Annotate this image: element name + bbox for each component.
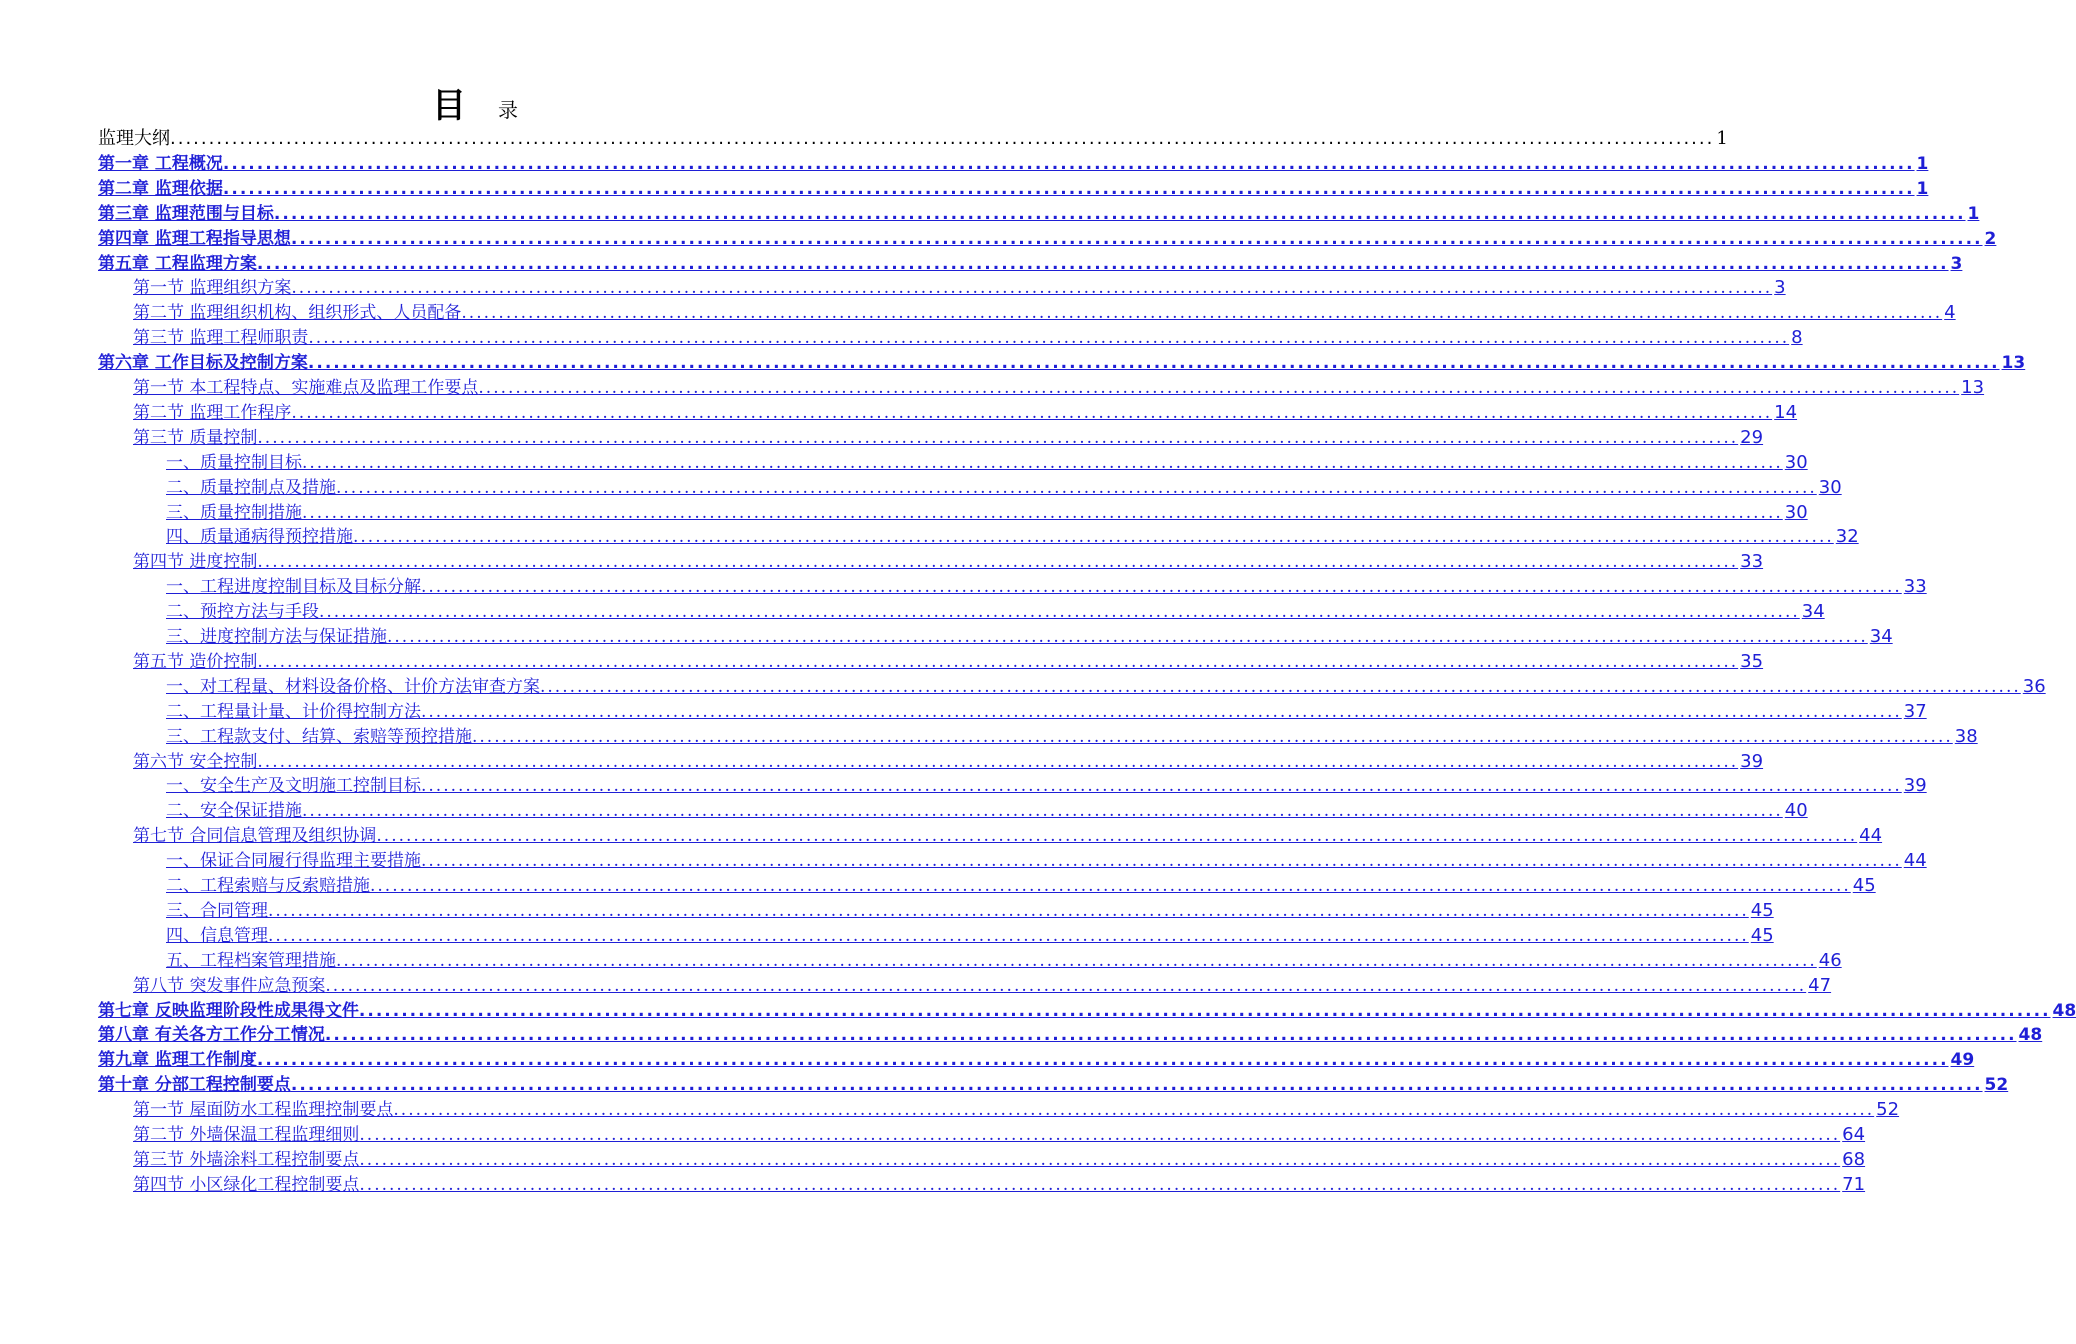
toc-entry[interactable] — [166, 499, 1808, 524]
toc-entry-title: 三、质量控制措施 — [166, 502, 302, 523]
toc-leader-dots: ........................................................................................................................................................................................................ — [336, 950, 1817, 971]
toc-title — [0, 78, 950, 127]
toc-entry-page-number: 8 — [1791, 327, 1803, 349]
toc-leader-dots: ........................................................................................................................................................................................................ — [273, 203, 1966, 224]
toc-entry-title: 第四章 监理工程指导思想 — [98, 228, 291, 249]
toc-leader-dots: ........................................................................................................................................................................................................ — [359, 1174, 1841, 1195]
toc-entry-page-number: 1 — [1916, 153, 1929, 174]
toc-entry-title: 一、保证合同履行得监理主要措施 — [166, 851, 421, 872]
toc-entry[interactable] — [166, 573, 1927, 598]
toc-entry[interactable] — [133, 1121, 1866, 1146]
toc-leader-dots: ........................................................................................................................................................................................................ — [290, 228, 1983, 249]
toc-entry[interactable] — [133, 399, 1798, 424]
toc-entry[interactable] — [166, 598, 1825, 623]
toc-entry-title: 第一节 本工程特点、实施难点及监理工作要点 — [133, 378, 479, 398]
toc-entry-title: 第二节 监理组织机构、组织形式、人员配备 — [133, 303, 462, 324]
toc-entry[interactable] — [166, 847, 1927, 872]
toc-leader-dots: ........................................................................................................................................................................................................ — [421, 577, 1902, 598]
toc-entry-title: 第六节 安全控制 — [133, 751, 258, 772]
toc-entry-title: 第三章 监理范围与目标 — [98, 203, 274, 224]
toc-entry[interactable] — [98, 1021, 2043, 1046]
toc-entry-page-number: 30 — [1818, 476, 1842, 498]
toc-entry-page-number: 35 — [1740, 650, 1764, 672]
toc-entry-title: 三、合同管理 — [166, 900, 268, 921]
toc-entry-page-number: 3 — [1950, 253, 1963, 274]
toc-entry-title: 第七章 反映监理阶段性成果得文件 — [98, 1000, 359, 1021]
toc-entry[interactable] — [98, 1046, 1975, 1071]
toc-entry-title: 第二节 监理工作程序 — [133, 402, 292, 423]
toc-entry[interactable] — [166, 723, 1978, 748]
toc-leader-dots: ........................................................................................................................................................................................................ — [358, 1000, 2051, 1021]
toc-title-main: 目 — [432, 86, 466, 126]
toc-entry[interactable] — [98, 250, 1963, 275]
toc-entry[interactable] — [98, 349, 2026, 374]
toc-leader-dots: ........................................................................................................................................................................................................ — [308, 328, 1790, 349]
toc-entry-title: 第二章 监理依据 — [98, 178, 223, 199]
toc-leader-dots: ........................................................................................................................................................................................................ — [421, 701, 1902, 722]
toc-entry-page-number: 44 — [1859, 825, 1883, 847]
toc-entry[interactable] — [133, 972, 1832, 997]
toc-entry-title: 第一节 监理组织方案 — [133, 278, 292, 299]
toc-leader-dots: ........................................................................................................................................................................................................ — [359, 1125, 1841, 1145]
toc-entry-title: 四、信息管理 — [166, 925, 268, 946]
toc-entry-title: 二、安全保证措施 — [166, 801, 302, 822]
toc-entry-page-number: 1 — [1916, 178, 1929, 199]
toc-leader-dots: ........................................................................................................................................................................................................ — [256, 1050, 1949, 1071]
toc-entry-page-number: 47 — [1808, 974, 1832, 996]
toc-entry-page-number: 32 — [1835, 526, 1859, 548]
toc-leader-dots: ........................................................................................................................................................................................................ — [421, 776, 1902, 797]
toc-entry[interactable] — [166, 523, 1859, 548]
toc-entry-page-number: 40 — [1784, 800, 1808, 822]
toc-entry[interactable] — [166, 623, 1893, 648]
toc-entry-title: 第八章 有关各方工作分工情况 — [98, 1025, 325, 1046]
toc-entry-page-number: 49 — [1950, 1050, 1975, 1071]
toc-leader-dots: ........................................................................................................................................................................................................ — [421, 851, 1902, 872]
toc-leader-dots: ........................................................................................................................................................................................................ — [324, 1025, 2017, 1046]
toc-entry-page-number: 48 — [2018, 1025, 2043, 1046]
toc-entry-title: 第三节 监理工程师职责 — [133, 328, 309, 349]
toc-entry-page-number: 1 — [1716, 128, 1728, 149]
toc-leader-dots: ........................................................................................................................................................................................................ — [302, 452, 1783, 473]
toc-leader-dots: ........................................................................................................................................................................................................ — [222, 178, 1915, 199]
toc-entry-page-number: 45 — [1750, 899, 1774, 921]
toc-leader-dots: ........................................................................................................................................................................................................ — [325, 975, 1807, 996]
toc-leader-dots: ........................................................................................................................................................................................................ — [353, 527, 1834, 548]
toc-leader-dots: ........................................................................................................................................................................................................ — [257, 751, 1739, 772]
toc-entry-title: 第三节 外墙涂料工程控制要点 — [133, 1149, 360, 1170]
toc-entry-title: 第五章 工程监理方案 — [98, 253, 257, 274]
toc-entry-title: 二、工程索赔与反索赔措施 — [166, 876, 370, 896]
toc-entry-page-number: 45 — [1852, 875, 1876, 896]
toc-entry[interactable] — [98, 200, 1980, 225]
toc-leader-dots: ........................................................................................................................................................................................................ — [256, 253, 1949, 274]
toc-entry[interactable] — [133, 1096, 1900, 1121]
toc-entry-page-number: 14 — [1774, 401, 1798, 423]
toc-entry-title: 三、工程款支付、结算、索赔等预控措施 — [166, 726, 472, 747]
toc-entry[interactable] — [166, 673, 2046, 698]
toc-entry-page-number: 30 — [1784, 501, 1808, 523]
toc-leader-dots: ........................................................................................................................................................................................................ — [268, 900, 1749, 921]
toc-entry[interactable] — [133, 424, 1764, 449]
toc-entry[interactable] — [133, 1171, 1866, 1196]
toc-leader-dots: ........................................................................................................................................................................................................ — [359, 1149, 1841, 1170]
toc-entry-page-number: 71 — [1842, 1173, 1866, 1195]
toc-leader-dots: ........................................................................................................................................................................................................ — [461, 303, 1943, 324]
toc-leader-dots: ........................................................................................................................................................................................................ — [302, 502, 1783, 523]
toc-entry-page-number: 33 — [1740, 551, 1764, 573]
toc-entry[interactable] — [98, 175, 1929, 200]
toc-entry-title: 第一章 工程概况 — [98, 153, 223, 174]
toc-entry-title: 监理大纲 — [98, 128, 170, 149]
toc-entry[interactable] — [133, 374, 1985, 399]
toc-entry[interactable] — [133, 548, 1764, 573]
toc-entry-page-number: 4 — [1944, 302, 1956, 324]
toc-entry[interactable] — [98, 1071, 2009, 1096]
toc-leader-dots: ........................................................................................................................................................................................................ — [257, 651, 1739, 672]
toc-leader-dots: ........................................................................................................................................................................................................ — [257, 427, 1739, 448]
toc-entry[interactable] — [166, 474, 1842, 499]
toc-entry-title: 五、工程档案管理措施 — [166, 950, 336, 971]
toc-leader-dots: ........................................................................................................................................................................................................ — [336, 477, 1817, 498]
toc-entry[interactable] — [166, 947, 1842, 972]
toc-entry-page-number: 52 — [1876, 1099, 1900, 1121]
toc-entry-title: 一、工程进度控制目标及目标分解 — [166, 577, 421, 598]
toc-entry-page-number: 33 — [1903, 576, 1927, 598]
toc-leader-dots: ........................................................................................................................................................................................................ — [376, 826, 1858, 847]
toc-entry-page-number: 13 — [1961, 377, 1985, 398]
toc-leader-dots: ........................................................................................................................................................................................................ — [393, 1100, 1875, 1121]
toc-entry-page-number: 37 — [1903, 700, 1927, 722]
toc-leader-dots: ........................................................................................................................................................................................................ — [291, 278, 1773, 299]
toc-entry-title: 一、安全生产及文明施工控制目标 — [166, 776, 421, 797]
toc-entry-page-number: 38 — [1954, 725, 1978, 747]
toc-entry[interactable] — [98, 150, 1929, 175]
toc-entry-page-number: 39 — [1740, 750, 1764, 772]
toc-entry-page-number: 46 — [1818, 949, 1842, 971]
toc-leader-dots: ........................................................................................................................................................................................................ — [370, 876, 1851, 896]
toc-entry-title: 第八节 突发事件应急预案 — [133, 975, 326, 996]
toc-entry-title: 第四节 进度控制 — [133, 552, 258, 573]
toc-entry-page-number: 44 — [1903, 850, 1927, 872]
toc-leader-dots: ........................................................................................................................................................................................................ — [257, 552, 1739, 573]
toc-entry-page-number: 2 — [1984, 228, 1997, 249]
toc-entry[interactable] — [133, 299, 1956, 324]
toc-title-sub: 录 — [498, 98, 518, 122]
toc-leader-dots: ........................................................................................................................................................................................................ — [170, 128, 1715, 149]
toc-entry[interactable] — [166, 897, 1774, 922]
toc-entry-title: 第六章 工作目标及控制方案 — [98, 353, 308, 374]
toc-entry[interactable] — [133, 324, 1803, 349]
toc-leader-dots: ........................................................................................................................................................................................................ — [302, 801, 1783, 822]
toc-entry[interactable] — [166, 872, 1876, 897]
toc-leader-dots: ........................................................................................................................................................................................................ — [472, 726, 1953, 747]
toc-leader-dots: ........................................................................................................................................................................................................ — [222, 153, 1915, 174]
toc-leader-dots: ........................................................................................................................................................................................................ — [268, 925, 1749, 946]
toc-entry-title: 一、对工程量、材料设备价格、计价方法审查方案 — [166, 676, 540, 697]
toc-entry-title: 第四节 小区绿化工程控制要点 — [133, 1174, 360, 1195]
toc-entry-title: 二、预控方法与手段 — [166, 602, 319, 623]
toc-entry-title: 一、质量控制目标 — [166, 452, 302, 473]
toc-entry[interactable] — [166, 772, 1927, 797]
toc-entry-page-number: 29 — [1740, 426, 1764, 448]
toc-entry[interactable] — [133, 1146, 1866, 1171]
toc-leader-dots: ........................................................................................................................................................................................................ — [291, 402, 1773, 423]
toc-entry[interactable] — [133, 822, 1883, 847]
toc-leader-dots: ........................................................................................................................................................................................................ — [307, 353, 2000, 374]
toc-entry-page-number: 30 — [1784, 451, 1808, 473]
toc-entry-page-number: 34 — [1869, 626, 1893, 647]
toc-entry[interactable] — [166, 698, 1927, 723]
toc-entry-title: 第十章 分部工程控制要点 — [98, 1075, 291, 1096]
toc-entry-title: 第一节 屋面防水工程监理控制要点 — [133, 1100, 394, 1121]
toc-entry-title: 三、进度控制方法与保证措施 — [166, 627, 387, 647]
toc-entry-page-number: 45 — [1750, 924, 1774, 946]
toc-entry-title: 四、质量通病得预控措施 — [166, 527, 353, 548]
toc-entry-page-number: 3 — [1774, 277, 1786, 299]
toc-entry-page-number: 1 — [1967, 203, 1980, 224]
toc-entry-title: 第三节 质量控制 — [133, 427, 258, 448]
toc-leader-dots: ........................................................................................................................................................................................................ — [319, 602, 1800, 623]
toc-entry[interactable] — [98, 997, 2076, 1022]
toc-leader-dots: ........................................................................................................................................................................................................ — [387, 627, 1868, 647]
toc-leader-dots: ........................................................................................................................................................................................................ — [540, 676, 2021, 697]
toc-entry-page-number: 52 — [1984, 1075, 2009, 1096]
toc-entry-page-number: 13 — [2001, 353, 2026, 374]
toc-entry-title: 二、质量控制点及措施 — [166, 477, 336, 498]
toc-entry-title: 第九章 监理工作制度 — [98, 1050, 257, 1071]
toc-entry-title: 第五节 造价控制 — [133, 651, 258, 672]
toc-leader-dots: ........................................................................................................................................................................................................ — [478, 378, 1960, 398]
toc-entry[interactable] — [133, 748, 1764, 773]
toc-entry[interactable] — [133, 274, 1786, 299]
toc-entry[interactable] — [133, 648, 1764, 673]
toc-entry-page-number: 48 — [2052, 1000, 2076, 1021]
toc-entry-page-number: 39 — [1903, 775, 1927, 797]
toc-entry[interactable] — [166, 449, 1808, 474]
toc-entry-page-number: 36 — [2022, 675, 2046, 697]
toc-entry-root — [98, 125, 1728, 150]
toc-entry-page-number: 34 — [1801, 601, 1825, 623]
toc-entry-page-number: 68 — [1842, 1148, 1866, 1170]
toc-entry-title: 第二节 外墙保温工程监理细则 — [133, 1125, 360, 1145]
toc-entry[interactable] — [166, 797, 1808, 822]
toc-entry[interactable] — [98, 225, 1997, 250]
toc-entry-page-number: 64 — [1842, 1124, 1866, 1145]
toc-leader-dots: ........................................................................................................................................................................................................ — [290, 1075, 1983, 1096]
toc-entry-title: 第七节 合同信息管理及组织协调 — [133, 826, 377, 847]
toc-entry[interactable] — [166, 922, 1774, 947]
toc-entry-title: 二、工程量计量、计价得控制方法 — [166, 701, 421, 722]
